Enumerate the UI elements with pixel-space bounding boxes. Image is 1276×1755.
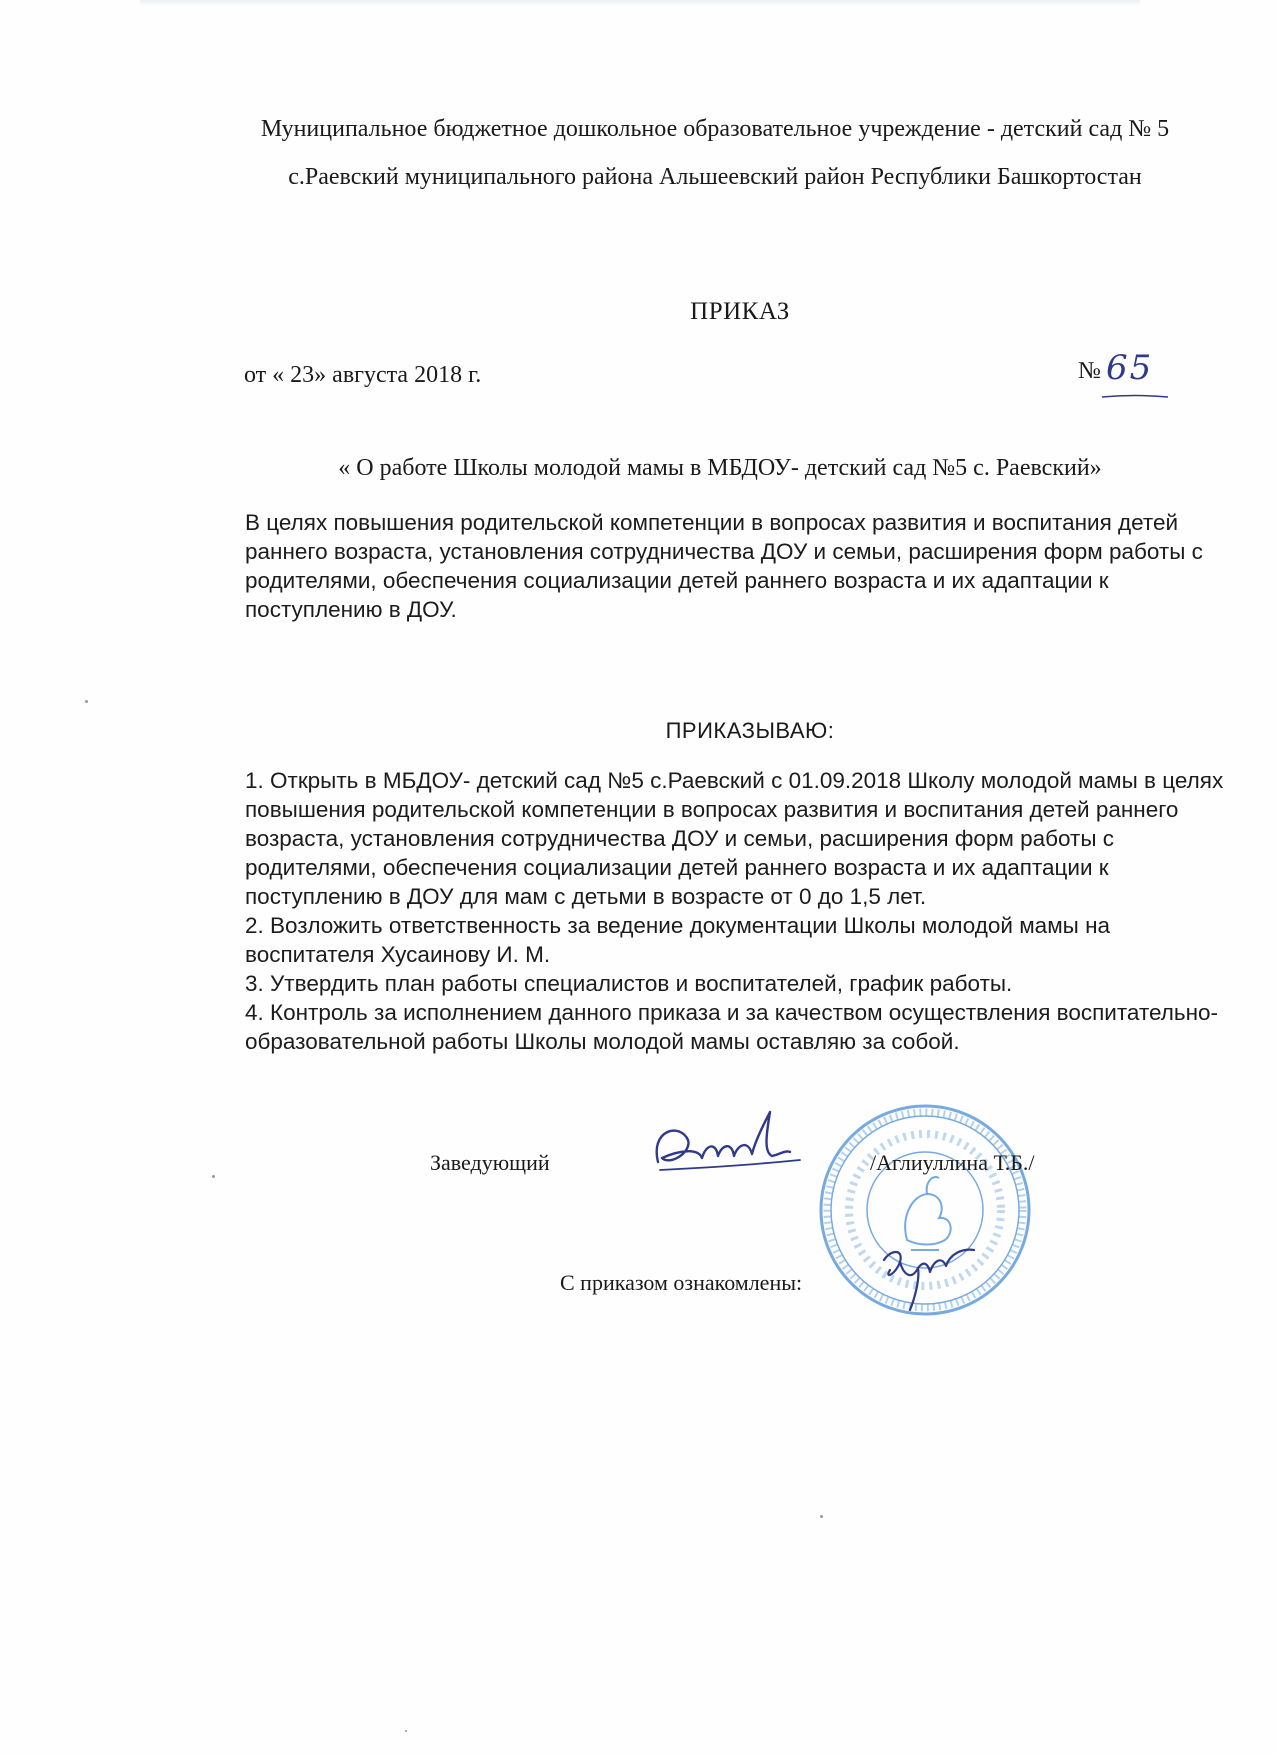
- acquainted-label: С приказом ознакомлены:: [560, 1270, 803, 1295]
- number-underline: [1100, 392, 1170, 402]
- order-word: ПРИКАЗЫВАЮ:: [665, 718, 835, 743]
- order-items: [245, 766, 1245, 1056]
- order-item-4: 4. Контроль за исполнением данного приказа и за качеством осуществления воспитательно-образовательной работы Школы молодой мамы оставляю за собой.: [245, 1000, 1219, 1054]
- header-line-2: с.Раевский муниципального района Альшеевский район Республики Башкортостан: [288, 164, 1142, 190]
- head-name: /Аглиуллина Т.Б./: [870, 1150, 1035, 1175]
- scan-edge: [140, 0, 1140, 6]
- document-date: от « 23» августа 2018 г.: [244, 362, 482, 388]
- document-number-label: №: [1078, 358, 1101, 384]
- order-item-3: 3. Утвердить план работы специалистов и воспитателей, график работы.: [245, 971, 1013, 996]
- head-label: Заведующий: [430, 1150, 550, 1175]
- document-preamble: В целях повышения родительской компетенции в вопросах развития и воспитания детей раннего возраста, установления сотрудничества ДОУ и семьи, расширения форм работы с родителями, обеспечения социализации детей раннего возраста и их адаптации к поступлению в ДОУ.: [245, 510, 1203, 622]
- scan-speck: [85, 700, 88, 703]
- scan-speck: [820, 1515, 823, 1518]
- acquainted-signature-icon: [870, 1230, 1000, 1320]
- document-title: ПРИКАЗ: [690, 298, 790, 325]
- order-item-1: 1. Открыть в МБДОУ- детский сад №5 с.Раевский с 01.09.2018 Школу молодой мамы в целях повышения родительской компетенции в вопросах развития и воспитания детей раннего возраста, установления сотрудничества ДОУ и семьи, расширения форм работы с родителями, обеспечения социализации детей раннего возраста и их адаптации к поступлению в ДОУ для мам с детьми в возрасте от 0 до 1,5 лет.: [245, 768, 1224, 909]
- scan-speck: [212, 1175, 215, 1178]
- document-subject: « О работе Школы молодой мамы в МБДОУ- детский сад №5 с. Раевский»: [338, 455, 1102, 481]
- head-signature-icon: [640, 1100, 820, 1190]
- order-item-2: 2. Возложить ответственность за ведение документации Школы молодой мамы на воспитателя Хусаинову И. М.: [245, 913, 1111, 967]
- scan-speck: [405, 1730, 407, 1732]
- document-number-handwritten: 65: [1106, 348, 1154, 388]
- header-line-1: Муниципальное бюджетное дошкольное образовательное учреждение - детский сад № 5: [260, 116, 1170, 142]
